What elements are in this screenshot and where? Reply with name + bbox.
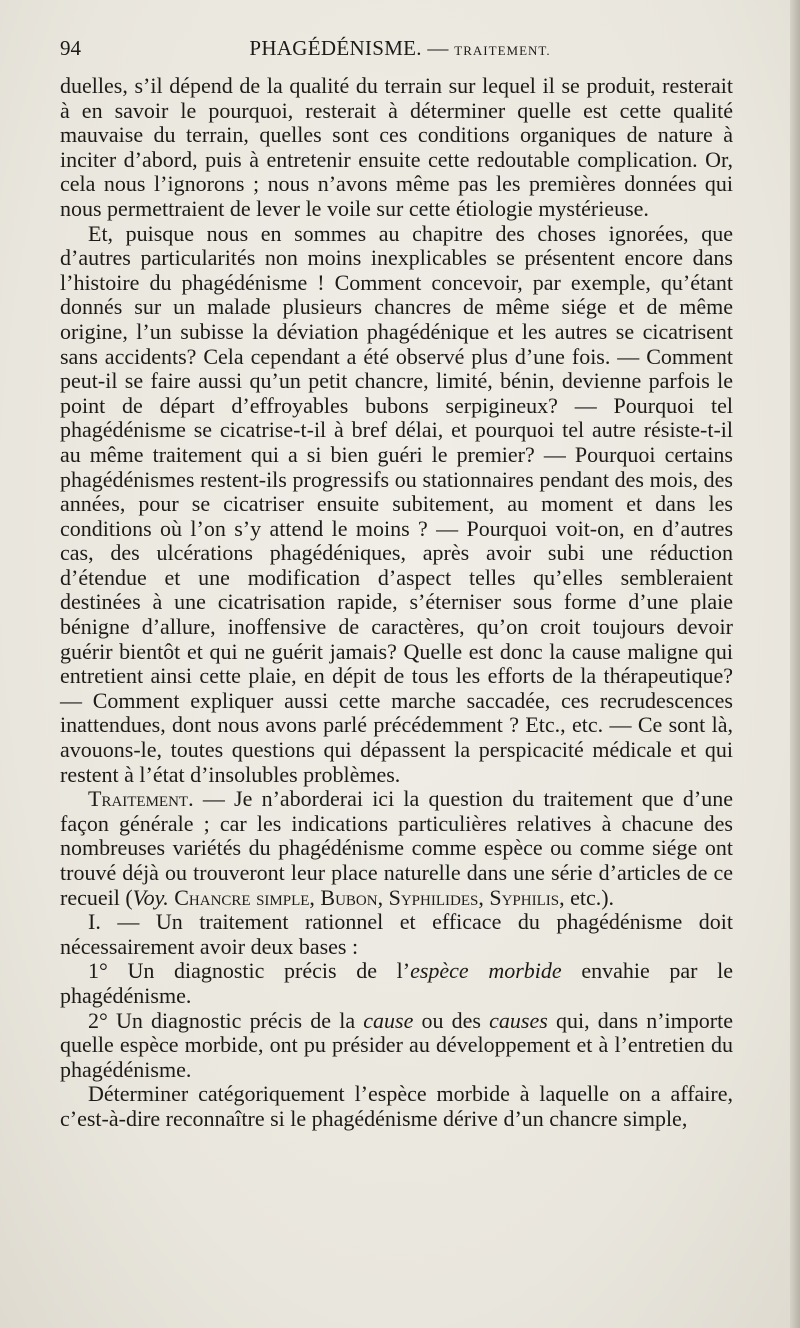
ref-voy: Voy. (132, 884, 169, 910)
paragraph-item-two: 2° Un diagnostic précis de la cause ou des causes qui, dans n’importe quelle espèce morbide, ont pu présider au développement et à l’entretien du phagédénisme. (60, 1007, 733, 1082)
paragraph-section-one: I. — Un traitement rationnel et efficace du phagédénisme doit nécessairement avoir deux bases : (60, 909, 733, 959)
page-body (60, 74, 733, 1132)
paragraph-determiner: Déterminer catégoriquement l’espèce morbide à laquelle on a affaire, c’est-à-dire reconnaître si le phagédénisme dérive d’un chancre simple, (60, 1081, 733, 1131)
ref-syphilis: Syphilis (489, 884, 560, 910)
running-head (60, 36, 740, 63)
emphasis-espece-morbide: espèce morbide (410, 958, 562, 984)
page-gutter-edge (790, 0, 800, 1328)
ref-bubon: Bubon (320, 884, 378, 910)
ref-syphilides: Syphilides (388, 884, 479, 910)
running-section: TRAITEMENT. (454, 43, 551, 58)
running-title: PHAGÉDÉNISME. (249, 36, 422, 60)
running-head-separator: — (427, 36, 449, 60)
paragraph-traitement: Traitement. — Je n’aborderai ici la question du traitement que d’une façon générale ; car les indications particulières relatives à chacune des nombreuses variétés du phagédénisme comme espèce ou comme siége ont trouvé déjà ou trouveront leur place naturelle dans une série d’articles de ce recueil (Voy. Chancre simple, Bubon, Syphilides, Syphilis, etc.). (60, 786, 733, 910)
ref-chancre-simple: Chancre simple (174, 884, 310, 910)
paragraph-questions: Et, puisque nous en sommes au chapitre des choses ignorées, que d’autres particularités non moins inexplicables se présentent encore dans l’histoire du phagédénisme ! Comment concevoir, par exemple, qu’étant donnés sur un malade plusieurs chancres de même siége et de même origine, l’un subisse la déviation phagédénique et les autres se cicatrisent sans accidents? Cela cependant a été observé plus d’une fois. — Comment peut-il se faire aussi qu’un petit chancre, limité, bénin, devienne parfois le point de départ d’effroyables bubons serpigineux? — Pourquoi tel phagédénisme se cicatrise-t-il à bref délai, et pourquoi tel autre résiste-t-il au même traitement qui a si bien guéri le premier? — Pourquoi certains phagédénismes restent-ils progressifs ou stationnaires pendant des mois, des années, pour se cicatriser ensuite subitement, au moment et dans les conditions où l’on s’y attend le moins ? — Pourquoi voit-on, en d’autres cas, des ulcérations phagédéniques, après avoir subi une réduction d’étendue et une modification d’aspect telles qu’elles sembleraient destinées à une cicatrisation rapide, s’éterniser sous forme d’une plaie bénigne d’allure, inoffensive de caractères, qu’on croit toujours devoir guérir bientôt et qui ne guérit jamais? Quelle est donc la cause maligne qui entretient ainsi cette plaie, en dépit de tous les efforts de la thérapeutique? — Comment expliquer aussi cette marche saccadée, ces recrudescences inattendues, dont nous avons parlé précédemment ? Etc., etc. — Ce sont là, avouons-le, toutes questions qui dépassent la perspicacité médicale et qui restent à l’état d’insolubles problèmes. (60, 220, 733, 787)
emphasis-causes: causes (489, 1007, 548, 1033)
emphasis-cause: cause (363, 1007, 414, 1033)
paragraph-item-one: 1° Un diagnostic précis de l’espèce morbide envahie par le phagédénisme. (60, 958, 733, 1008)
section-lead-traitement: Traitement. (88, 786, 194, 812)
paragraph-continuation: duelles, s’il dépend de la qualité du terrain sur lequel il se produit, resterait à en savoir le pourquoi, resterait à déterminer quelle est cette qualité mauvaise du terrain, quelles sont ces conditions organiques de nature à inciter d’abord, puis à entretenir ensuite cette redoutable complication. Or, cela nous l’ignorons ; nous n’avons même pas les premières données qui nous permettraient de lever le voile sur cette étiologie mystérieuse. (60, 73, 733, 221)
page-number: 94 (60, 36, 81, 60)
